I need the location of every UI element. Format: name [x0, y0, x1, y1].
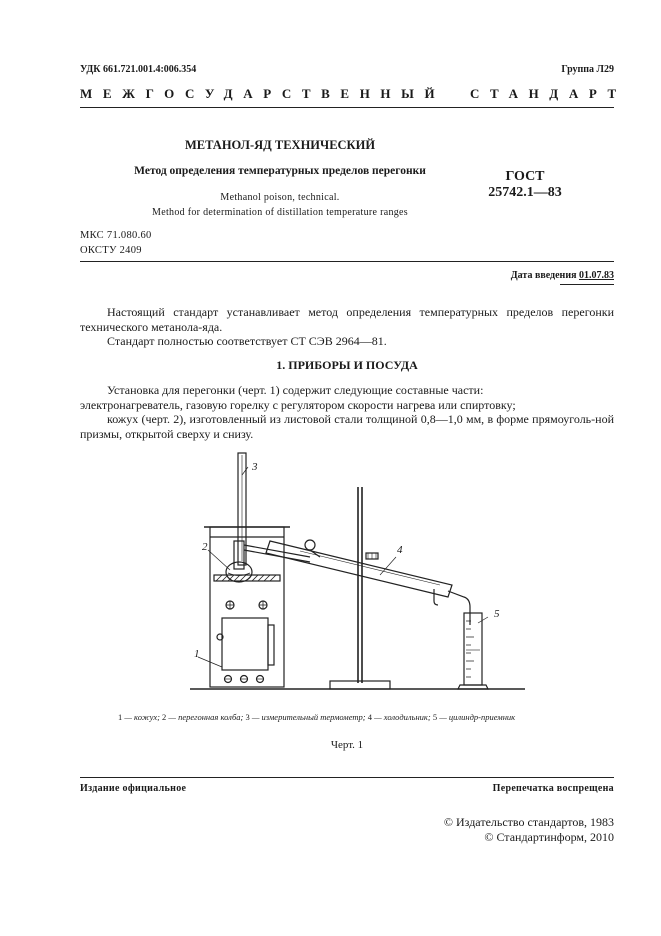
english-title-2: Method for determination of distillation temperature ranges — [152, 207, 408, 218]
official-edition: Издание официальное — [80, 783, 187, 794]
doc-subtitle: Метод определения температурных пределов перегонки — [134, 165, 426, 177]
copyright-2: © Стандартинформ, 2010 — [484, 830, 614, 844]
figure-caption — [118, 712, 515, 722]
date-underline — [560, 284, 614, 285]
caption-text-3: — измерительный термометр; — [249, 712, 368, 722]
callout-5: 5 — [494, 608, 500, 620]
doc-title: МЕТАНОЛ-ЯД ТЕХНИЧЕСКИЙ — [184, 138, 376, 152]
caption-text-4: — холодильник; — [371, 712, 433, 722]
conformity-paragraph: Стандарт полностью соответствует СТ СЭВ 2964—81. — [107, 334, 387, 348]
callout-1: 1 — [194, 648, 200, 660]
reprint-prohibited: Перепечатка воспрещена — [492, 783, 614, 794]
callout-4: 4 — [397, 544, 403, 556]
caption-num-3: 3 — [245, 712, 250, 722]
english-title-1: Methanol poison, technical. — [220, 192, 340, 203]
caption-text-5: — цилиндр-приемник — [437, 712, 516, 722]
body-line-2: электронагреватель, газовую горелку с регулятором скорости нагрева или спиртовку; — [80, 398, 516, 412]
stand-base — [330, 681, 390, 689]
caption-num-4: 4 — [367, 712, 372, 722]
header-rule — [80, 107, 614, 108]
caption-text-2: — перегонная колба; — [166, 712, 246, 722]
gost-label: ГОСТ — [505, 169, 545, 184]
distillation-apparatus-figure — [170, 445, 530, 705]
gost-number: 25742.1—83 — [488, 185, 562, 200]
okstu-code: ОКСТУ 2409 — [80, 245, 142, 256]
intro-date — [511, 270, 614, 281]
mks-code: МКС 71.080.60 — [80, 230, 152, 241]
condenser — [266, 541, 452, 597]
footer-rule — [80, 777, 614, 778]
cylinder-base — [458, 685, 488, 689]
banner-left: МЕЖГОСУДАРСТВЕННЫЙ — [80, 86, 446, 101]
receiver-cylinder — [464, 613, 482, 685]
body-line-3: кожух (черт. 2), изготовленный из листовой стали толщиной 0,8—1,0 мм, в форме прямоуголь-ной призмы, открытой сверху и снизу. — [80, 412, 614, 441]
callout-3: 3 — [252, 461, 258, 473]
clamp-knob — [305, 540, 315, 550]
classifier-rule — [80, 261, 614, 262]
cylinder-graduation — [466, 621, 474, 677]
caption-text-1: — кожух; — [122, 712, 163, 722]
udk-code: УДК 661.721.001.4:006.354 — [80, 64, 197, 75]
heater-box — [222, 618, 268, 670]
heater-side — [268, 625, 274, 665]
caption-num-2: 2 — [162, 712, 167, 722]
intro-paragraph: Настоящий стандарт устанавливает метод определения температурных пределов перегонки технического метанола-яда. — [80, 305, 614, 334]
intro-date-label: Дата введения — [510, 270, 577, 281]
copyright-1: © Издательство стандартов, 1983 — [443, 815, 614, 829]
group-code: Группа Л29 — [561, 64, 614, 75]
body-line-1: Установка для перегонки (черт. 1) содержит следующие составные части: — [107, 383, 484, 397]
caption-num-1: 1 — [118, 712, 123, 722]
figure-title: Черт. 1 — [330, 739, 364, 751]
banner-right: СТАНДАРТ — [470, 86, 627, 101]
callout-2: 2 — [202, 541, 208, 553]
section-title: 1. ПРИБОРЫ И ПОСУДА — [276, 358, 418, 372]
caption-num-5: 5 — [432, 712, 438, 722]
condenser-outlet — [448, 591, 470, 625]
intro-date-value: 01.07.83 — [579, 270, 614, 281]
